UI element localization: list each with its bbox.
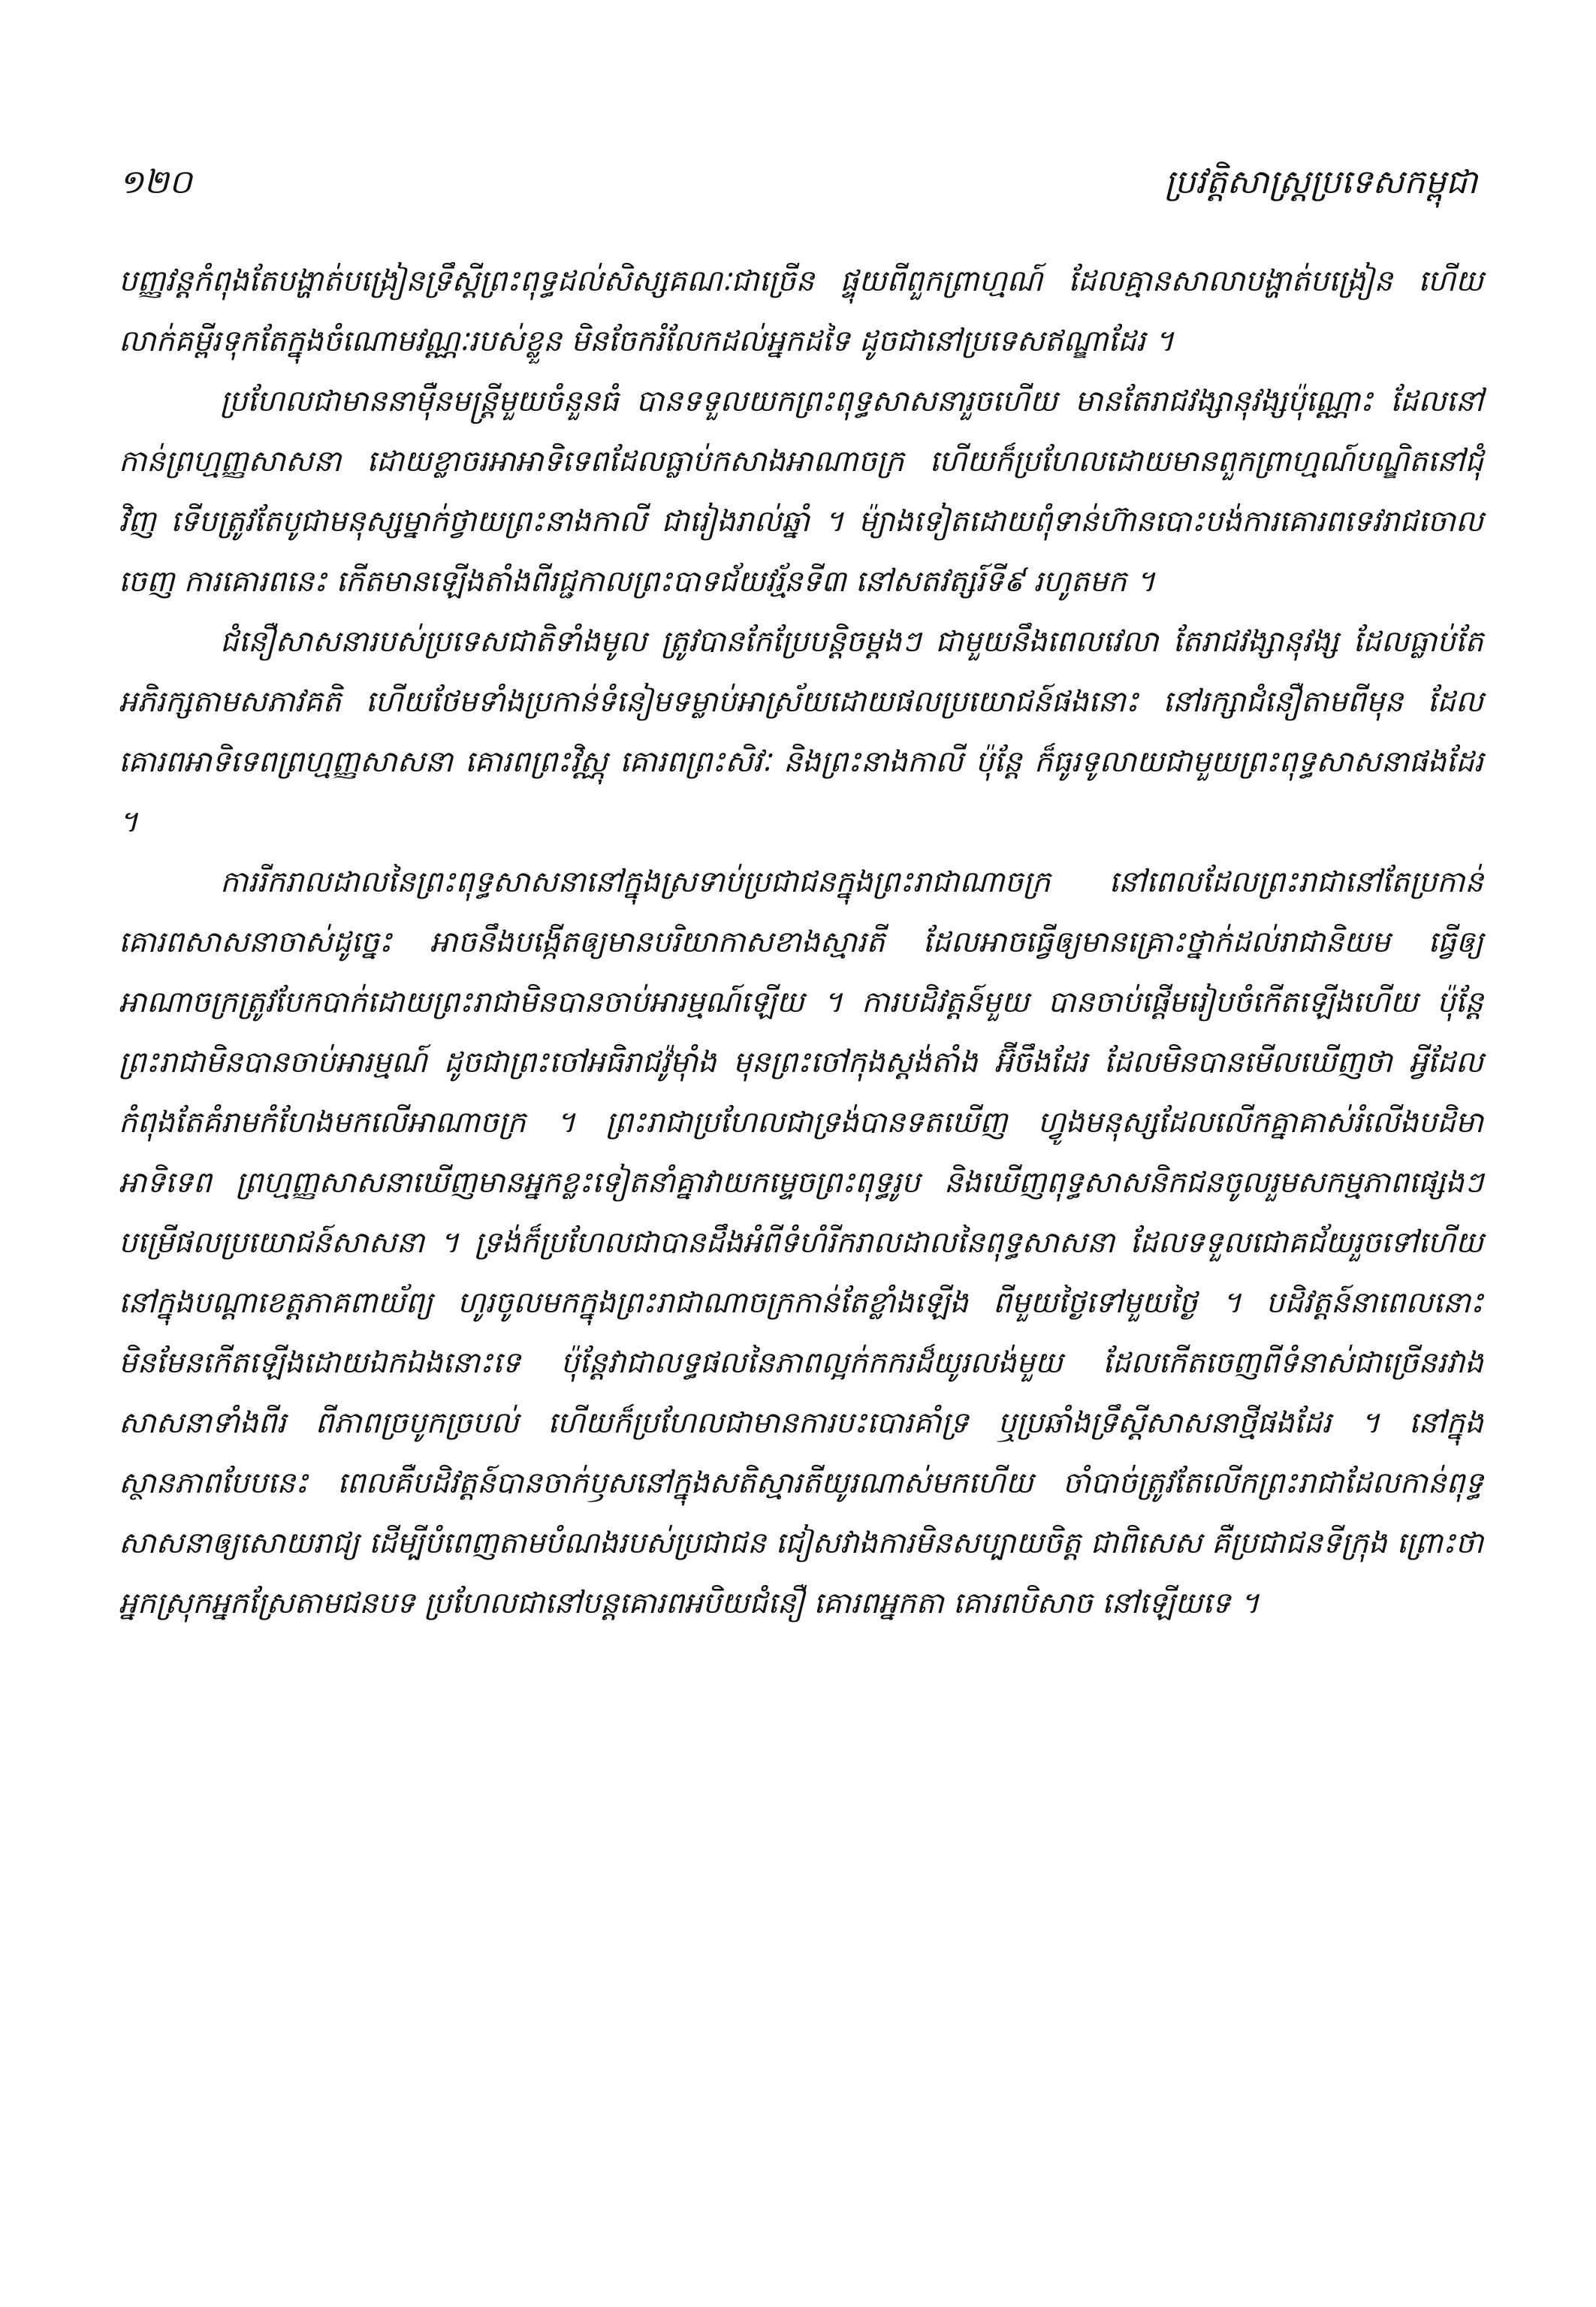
paragraph: ប្រហែលជាមាននាម៉ឺនមន្ត្រីមួយចំនួនធំ បានទទួលយកព្រះពុទ្ធសាសនារួចហើយ មានតែរាជវង្សានុវង្សប៉ុណ្ណោះ ដែលនៅកាន់ព្រហ្មញ្ញសាសនា ដោយខ្លាចរអាអាទិទេពដែលធ្លាប់កសាងអាណាចក្រ ហើយក៏ប្រហែលដោយមានពួកព្រាហ្មណ៍បណ្ឌិតនៅជុំវិញ ទើបត្រូវតែបូជាមនុស្សម្នាក់ថ្វាយព្រះនាងកាលី ជារៀងរាល់ឆ្នាំ ។ ម៉្យាងទៀតដោយពុំទាន់ហ៊ានបោះបង់ការគោរពទេវរាជចោលចេញ ការគោរពនេះ កើតមានឡើងតាំងពីរជ្ជកាលព្រះបាទជ័យវរ្ម័នទី៣ នៅសតវត្សរ៍ទី៩ រហូតមក ។ — [119, 385, 1483, 599]
body-text — [119, 252, 1483, 1634]
running-title: ប្រវត្តិសាស្ត្រប្រទេសកម្ពុជា — [1164, 163, 1477, 201]
paragraph: ការរីករាលដាលនៃព្រះពុទ្ធសាសនានៅក្នុងស្រទាប់ប្រជាជនក្នុងព្រះរាជាណាចក្រ នៅពេលដែលព្រះរាជានៅតែប្រកាន់គោរពសាសនាចាស់ដូច្នេះ អាចនឹងបង្កើតឲ្យមានបរិយាកាសខាងស្មារតី ដែលអាចធ្វើឲ្យមានគ្រោះថ្នាក់ដល់រាជានិយម ធ្វើឲ្យអាណាចក្រត្រូវបែកបាក់ដោយព្រះរាជាមិនបានចាប់អារម្មណ៍ឡើយ ។ ការបដិវត្តន៍មួយ បានចាប់ផ្តើមរៀបចំកើតឡើងហើយ ប៉ុន្តែ ព្រះរាជាមិនបានចាប់អារម្មណ៍ ដូចជាព្រះចៅអធិរាជវ៉ូម៉ាំង មុនព្រះចៅកុងស្តង់តាំង អ៊ីចឹងដែរ ដែលមិនបានមើលឃើញថា អ្វីដែលកំពុងតែគំរាមកំហែងមកលើអាណាចក្រ ។ ព្រះរាជាប្រហែលជាទ្រង់បានទតឃើញ ហ្វូងមនុស្សដែលលើកគ្នាគាស់រំលើងបដិមាអាទិទេព ព្រហ្មញ្ញសាសនាឃើញមានអ្នកខ្លះទៀតនាំគ្នាវាយកម្ទេចព្រះពុទ្ធរូប និងឃើញពុទ្ធសាសនិកជនចូលរួមសកម្មភាពផ្សេងៗ បម្រើផលប្រយោជន៍សាសនា ។ ទ្រង់ក៏ប្រហែលជាបានដឹងអំពីទំហំរីករាលដាលនៃពុទ្ធសាសនា ដែលទទួលជោគជ័យរួចទៅហើយ នៅក្នុងបណ្តាខេត្តភាគពាយ័ព្យ ហូរចូលមកក្នុងព្រះរាជាណាចក្រកាន់តែខ្លាំងឡើង ពីមួយថ្ងៃទៅមួយថ្ងៃ ។ បដិវត្តន៍នាពេលនោះ មិនមែនកើតឡើងដោយឯកឯងនោះទេ ប៉ុន្តែវាជាលទ្ធផលនៃភាពល្អក់កករដ៏យូរលង់មួយ ដែលកើតចេញពីទំនាស់ជាច្រើនរវាងសាសនាទាំងពីរ ពីភាពច្របូកច្របល់ ហើយក៏ប្រហែលជាមានការបះបោរគាំទ្រ ឬប្រឆាំងទ្រឹស្តីសាសនាថ្មីផងដែរ ។ នៅក្នុងស្ថានភាពបែបនេះ ពេលគឺបដិវត្តន៍បានចាក់ឫសនៅក្នុងសតិស្មារតីយូរណាស់មកហើយ ចាំបាច់ត្រូវតែលើកព្រះរាជាដែលកាន់ពុទ្ធសាសនាឲ្យសោយរាជ្យ ដើម្បីបំពេញតាមបំណងរបស់ប្រជាជន ជៀសវាងការមិនសប្បាយចិត្ត ជាពិសេស គឺប្រជាជនទីក្រុង ព្រោះថាអ្នកស្រុកអ្នកស្រែតាមជនបទ ប្រហែលជានៅបន្តគោរពអបិយជំនឿ គោរពអ្នកតា គោរពបិសាច នៅឡើយទេ ។ — [119, 865, 1483, 1620]
page-number: ១២០ — [119, 163, 192, 201]
page-header — [119, 162, 1477, 229]
paragraph: ជំនឿសាសនារបស់ប្រទេសជាតិទាំងមូល ត្រូវបានកែប្រែបន្តិចម្តងៗ ជាមួយនឹងពេលវេលា តែរាជវង្សានុវង្ស ដែលធ្លាប់តែអភិរក្សតាមសភាវគតិ ហើយថែមទាំងប្រកាន់ទំនៀមទម្លាប់អាស្រ័យដោយផលប្រយោជន៍ផងនោះ នៅរក្សាជំនឿតាមពីមុន ដែលគោរពអាទិទេពព្រហ្មញ្ញសាសនា គោរពព្រះវិស្ណុ គោរពព្រះសិវៈ និងព្រះនាងកាលី ប៉ុន្តែ ក៏ធូរទូលាយជាមួយព្រះពុទ្ធសាសនាផងដែរ ។ — [119, 625, 1483, 839]
paragraph: បញ្ញវន្តកំពុងតែបង្ហាត់បង្រៀនទ្រឹស្តីព្រះពុទ្ធដល់សិស្សគណៈជាច្រើន ផ្ទុយពីពួកព្រាហ្មណ៍ ដែលគ្មានសាលាបង្ហាត់បង្រៀន ហើយលាក់គម្ពីរទុកតែក្នុងចំណោមវណ្ណៈរបស់ខ្លួន មិនចែករំលែកដល់អ្នកដទៃ ដូចជានៅប្រទេសឥណ្ឌាដែរ ។ — [119, 264, 1483, 358]
